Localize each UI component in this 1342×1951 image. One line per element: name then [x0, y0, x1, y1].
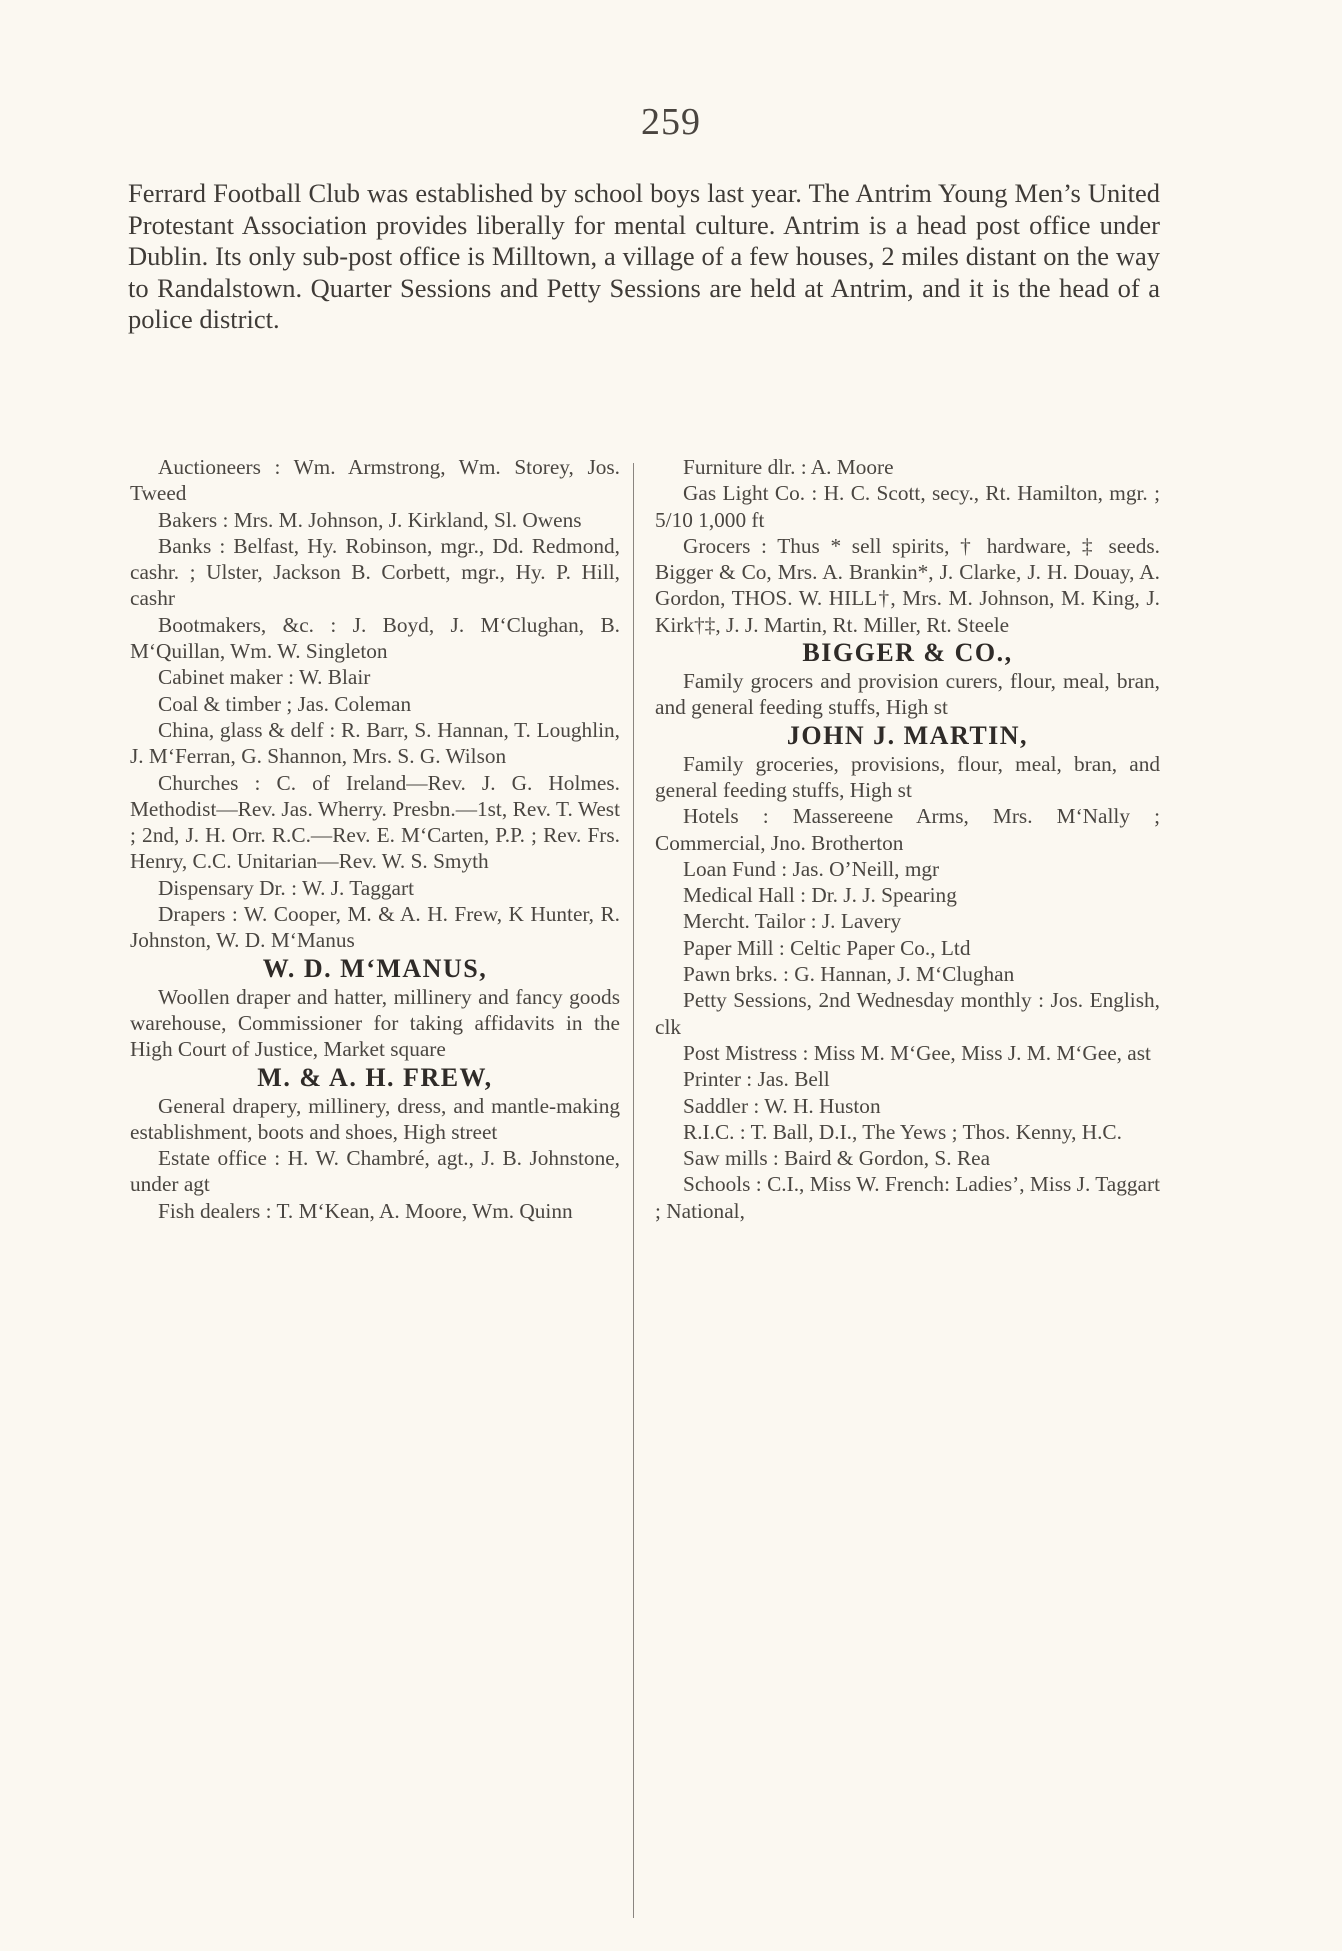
advertisement-text: Woollen draper and hatter, millinery and fancy goods warehouse, Commissioner for taking affidavits in the High Court of Justice, Market square	[130, 984, 620, 1062]
advertiser-name: BIGGER & CO.,	[802, 638, 1013, 668]
directory-entry: Saddler : W. H. Huston	[683, 1093, 881, 1118]
directory-entry: Bakers : Mrs. M. Johnson, J. Kirkland, Sl. Owens	[158, 507, 582, 532]
advertiser-name: W. D. M‘MANUS,	[262, 953, 488, 983]
advertisement	[655, 638, 1160, 721]
directory-entry: Furniture dlr. : A. Moore	[683, 455, 894, 479]
directory-entry: Cabinet maker : W. Blair	[158, 665, 371, 690]
directory-entry: Medical Hall : Dr. J. J. Spearing	[683, 883, 957, 908]
directory-entry: China, glass & delf : R. Barr, S. Hannan, T. Loughlin, J. M‘Ferran, G. Shannon, Mrs. S. G. Wilson	[130, 717, 620, 769]
directory-entry: Loan Fund : Jas. O’Neill, mgr	[683, 856, 940, 881]
directory-entry: R.I.C. : T. Ball, D.I., The Yews ; Thos. Kenny, H.C.	[683, 1119, 1122, 1144]
advertisement	[130, 1063, 620, 1146]
directory-entry: Pawn brks. : G. Hannan, J. M‘Clughan	[683, 962, 1015, 987]
directory-entry: Bootmakers, &c. : J. Boyd, J. M‘Clughan, B. M‘Quillan, Wm. W. Singleton	[130, 612, 620, 664]
directory-entry: Drapers : W. Cooper, M. & A. H. Frew, K Hunter, R. Johnston, W. D. M‘Manus	[130, 902, 620, 953]
advertisement-text: Family groceries, provisions, flour, meal, bran, and general feeding stuffs, High st	[655, 751, 1160, 802]
directory-entry: Coal & timber ; Jas. Coleman	[158, 691, 412, 716]
right-column	[655, 454, 1160, 1224]
directory-entry: Gas Light Co. : H. C. Scott, secy., Rt. Hamilton, mgr. ; 5/10 1,000 ft	[655, 481, 1160, 532]
directory-entry: Auctioneers : Wm. Armstrong, Wm. Storey, Jos. Tweed	[130, 455, 620, 506]
advertisement	[655, 721, 1160, 804]
directory-entry: Dispensary Dr. : W. J. Taggart	[158, 875, 415, 900]
advertiser-name: JOHN J. MARTIN,	[786, 720, 1029, 750]
directory-entry: Churches : C. of Ireland—Rev. J. G. Holmes. Methodist—Rev. Jas. Wherry. Presbn.—1st, Rev. T. West ; 2nd, J. H. Orr. R.C.—Rev. E. M‘Carten, P.P. ; Rev. Frs. Henry, C.C. Unitarian—Rev. W. S. Smyth	[130, 770, 620, 874]
page-number: 259	[641, 101, 701, 143]
directory-entry: Banks : Belfast, Hy. Robinson, mgr., Dd. Redmond, cashr. ; Ulster, Jackson B. Corbett, mgr., Hy. P. Hill, cashr	[130, 533, 620, 611]
directory-entry: Saw mills : Baird & Gordon, S. Rea	[683, 1146, 991, 1171]
directory-entry: Printer : Jas. Bell	[683, 1067, 830, 1092]
directory-entry: Mercht. Tailor : J. Lavery	[683, 909, 902, 934]
advertisement-text: Family grocers and provision curers, flour, meal, bran, and general feeding stuffs, High st	[655, 669, 1160, 720]
directory-entry: Petty Sessions, 2nd Wednesday monthly : Jos. English, clk	[655, 988, 1160, 1039]
directory-entry: Estate office : H. W. Chambré, agt., J. B. Johnstone, under agt	[130, 1146, 620, 1197]
directory-entry: Schools : C.I., Miss W. French: Ladies’, Miss J. Taggart ; National,	[655, 1172, 1160, 1223]
advertisement	[130, 954, 620, 1063]
directory-entry: Grocers : Thus * sell spirits, † hardware, ‡ seeds. Bigger & Co, Mrs. A. Brankin*, J. Clarke, J. H. Douay, A. Gordon, THOS. W. HILL†, Mrs. M. Johnson, M. King, J. Kirk†‡, J. J. Martin, Rt. Miller, Rt. Steele	[655, 533, 1160, 637]
directory-entry: Fish dealers : T. M‘Kean, A. Moore, Wm. Quinn	[158, 1198, 573, 1223]
directory-entry: Paper Mill : Celtic Paper Co., Ltd	[683, 935, 971, 960]
directory-entry: Hotels : Massereene Arms, Mrs. M‘Nally ; Commercial, Jno. Brotherton	[655, 804, 1160, 855]
column-divider	[633, 463, 634, 1918]
advertiser-name: M. & A. H. FREW,	[257, 1062, 493, 1092]
advertisement-text: General drapery, millinery, dress, and mantle-making establishment, boots and shoes, High street	[130, 1093, 620, 1144]
left-column	[130, 454, 620, 1224]
intro-paragraph: Ferrard Football Club was established by school boys last year. The Antrim Young Men’s United Protestant Association provides liberally for mental culture. Antrim is a head post office under Dublin. Its only sub-post office is Milltown, a village of a few houses, 2 miles distant on the way to Randalstown. Quarter Sessions and Petty Sessions are held at Antrim, and it is the head of a police district.	[128, 178, 1160, 334]
directory-entry: Post Mistress : Miss M. M‘Gee, Miss J. M. M‘Gee, ast	[683, 1040, 1151, 1065]
